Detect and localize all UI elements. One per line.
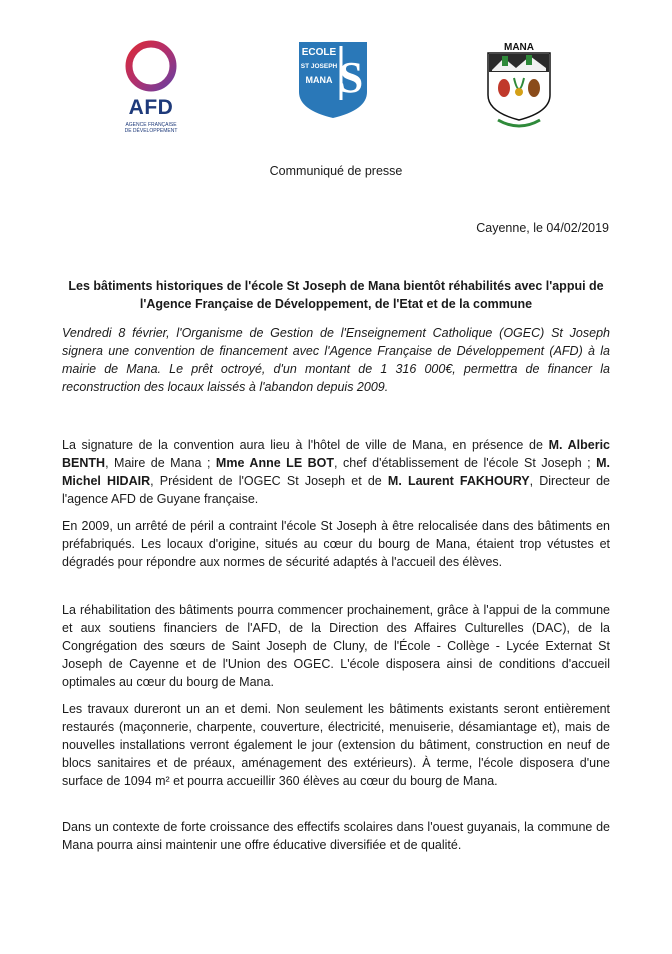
ecole-st-joseph-logo: [297, 40, 369, 120]
p1-mayor-name: M. Alberic BENTH: [62, 438, 610, 470]
date-line: Cayenne, le 04/02/2019: [476, 221, 609, 235]
document-title: Communiqué de presse: [269, 164, 403, 178]
ecole-monogram: S: [338, 53, 364, 102]
p1-school-head-name: Mme Anne LE BOT: [215, 456, 335, 470]
headline-line2: l'Agence Française de Développement, de l'Etat et de la commune: [139, 297, 533, 311]
p1-afd-director-name: M. Laurent FAKHOURY: [387, 474, 530, 488]
mana-title: MANA: [504, 42, 534, 53]
paragraph-signature: [62, 436, 610, 508]
mana-coat-of-arms: [484, 40, 554, 128]
p1-text-5: , Directeur de l'agence AFD de Guyane française.: [62, 474, 610, 506]
p1-ogec-president-name: M. Michel HIDAIR: [62, 456, 611, 488]
paragraph-history: En 2009, un arrêté de péril a contraint l'école St Joseph à être relocalisée dans des bâtiments en préfabriqués. Les locaux d'origine, situés au cœur du bourg de Mana, étaient trop vétustes et dégradés pour répondre aux normes de sécurité adaptés à l'accueil des élèves.: [62, 519, 610, 569]
afd-subtitle: [116, 122, 186, 134]
paragraph-funding: La réhabilitation des bâtiments pourra commencer prochainement, grâce à l'appui de la commune et aux soutiens financiers de l'AFD, de la Direction des Affaires Culturelles (DAC), de la Congrégation des sœurs de Saint Joseph de Cluny, de l'École - Collège - Lycée Externat St Joseph de Cayenne et de l'Union des OGEC. L'école disposera ainsi de conditions d'accueil optimales au cœur du bourg de Mana.: [62, 603, 610, 689]
paragraph-works: Les travaux dureront un an et demi. Non seulement les bâtiments existants seront entièrement restaurés (maçonnerie, charpente, couverture, électricité, menuiserie, désamiantage et), mais de nouvelles installations verront également le jour (extension du bâtiment, construction en neuf de blocs sanitaires et de préaux, aménagement des extérieurs). À terme, l'école disposera d'une surface de 1094 m² et pourra accueillir 360 élèves au cœur du bourg de Mana.: [62, 702, 610, 788]
p1-text-1: La signature de la convention aura lieu à l'hôtel de ville de Mana, en présence de: [62, 438, 549, 452]
mana-shield-icon: [484, 40, 554, 128]
p1-text-2: , Maire de Mana ;: [105, 456, 216, 470]
ecole-line1: ECOLE: [301, 47, 337, 58]
p1-text-3: , chef d'établissement de l'école St Joseph ;: [334, 456, 597, 470]
ecole-line2: ST JOSEPH: [300, 63, 338, 70]
headline: [62, 277, 610, 313]
afd-logo: [116, 38, 186, 138]
ecole-line3: MANA: [305, 75, 333, 85]
ecole-shield-icon: [297, 40, 369, 120]
p1-text-4: , Président de l'OGEC St Joseph et de: [150, 474, 388, 488]
afd-wordmark: AFD: [128, 96, 174, 119]
intro-paragraph: Vendredi 8 février, l'Organisme de Gestion de l'Enseignement Catholique (OGEC) St Joseph signera une convention de financement avec l'Agence Française de Développement (AFD) à la mairie de Mana. Le prêt octroyé, d'un montant de 1 316 000€, permettra de financer la reconstruction des locaux laissés à l'abandon depuis 2009.: [62, 326, 610, 394]
paragraph-conclusion: Dans un contexte de forte croissance des effectifs scolaires dans l'ouest guyanais, la commune de Mana pourra ainsi maintenir une offre éducative diversifiée et de qualité.: [62, 820, 610, 852]
afd-subtitle-line1: AGENCE FRANÇAISE: [125, 122, 177, 128]
afd-ring-icon: [116, 38, 186, 98]
headline-line1: Les bâtiments historiques de l'école St Joseph de Mana bientôt réhabilités avec l'appui de: [68, 279, 604, 293]
afd-subtitle-line2: DE DÉVELOPPEMENT: [124, 128, 178, 134]
